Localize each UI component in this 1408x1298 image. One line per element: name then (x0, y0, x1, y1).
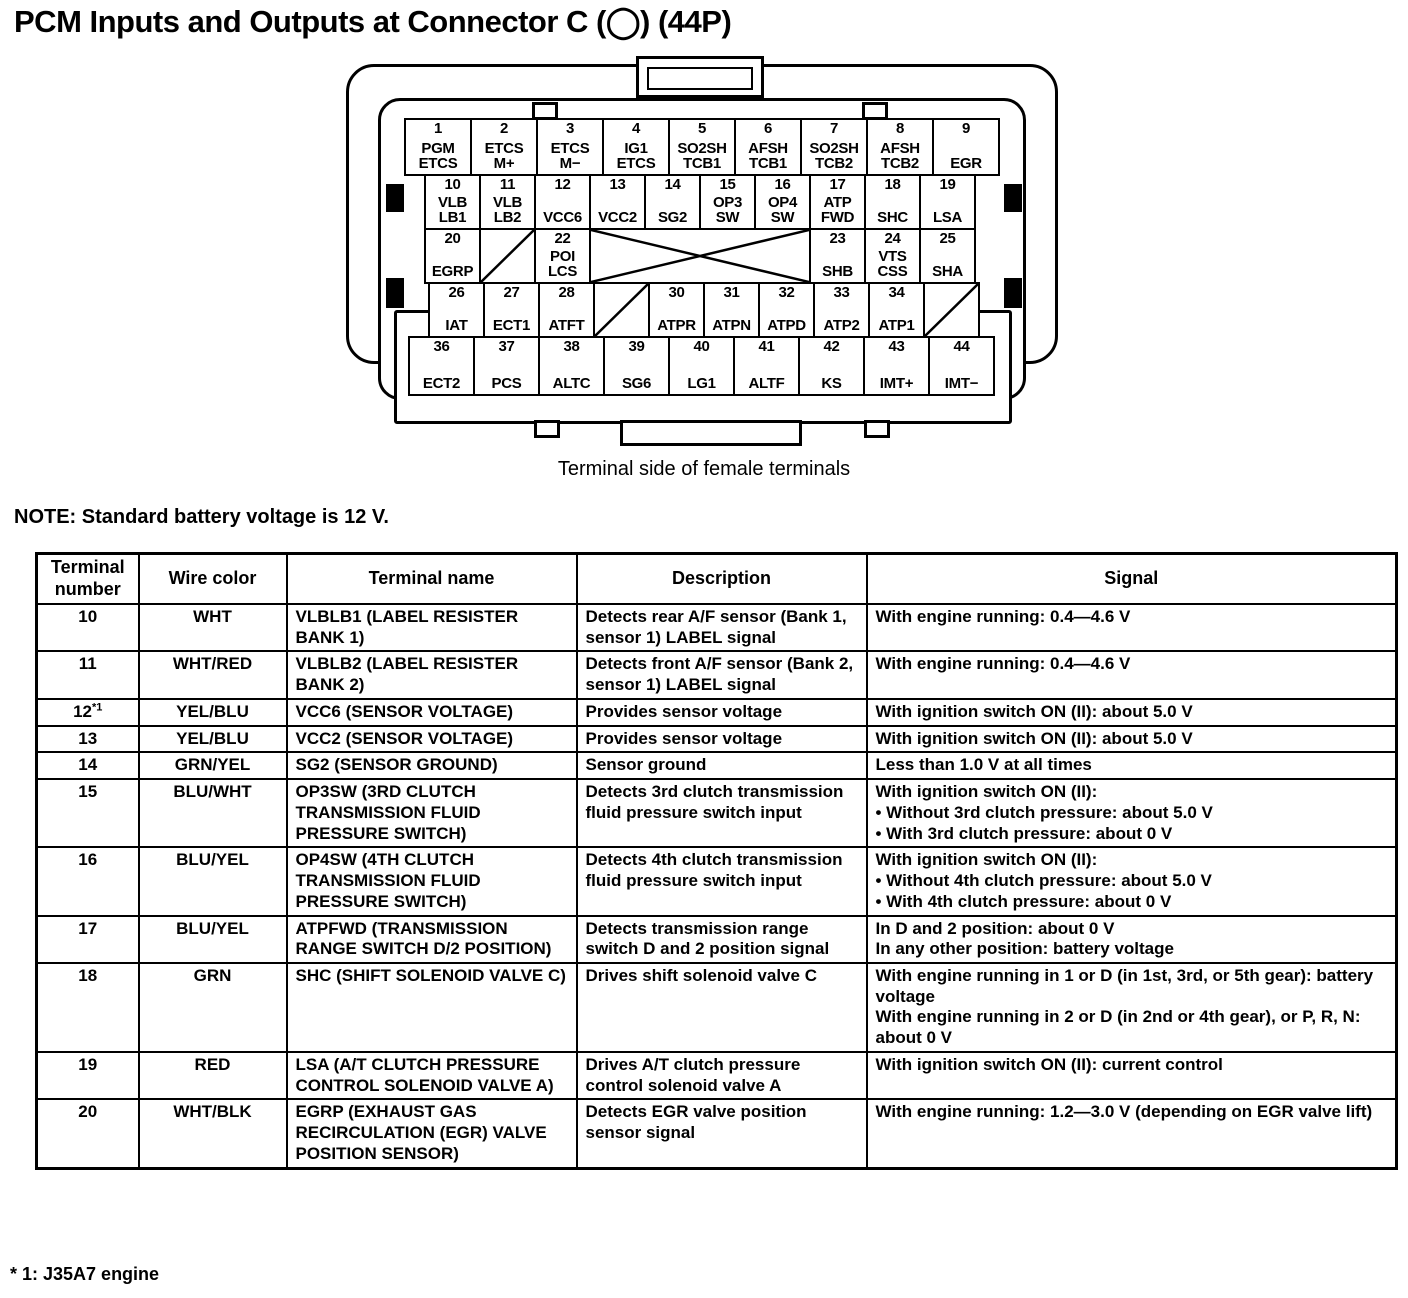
terminal-number-cell: 12$^{*1}$ (37, 699, 139, 726)
pin-number: 20 (444, 230, 461, 247)
description-cell: Detects EGR valve position sensor signal (577, 1099, 867, 1168)
pin-label: VCC6 (543, 209, 582, 227)
pin-label: SHB (822, 263, 853, 281)
pin-label: ATP2 (823, 317, 860, 335)
pin-label: ATPD (767, 317, 806, 335)
terminal-number-cell: 10 (37, 604, 139, 651)
wire-color-cell: YEL/BLU (139, 699, 287, 726)
pin-cell-17 (809, 174, 866, 230)
pin-number: 40 (693, 338, 710, 355)
pin-number: 17 (829, 176, 846, 193)
pin-label: EGR (950, 155, 982, 173)
terminal-name-cell: VLBLB1 (LABEL RESISTER BANK 1) (287, 604, 577, 651)
pin-label: ALTF (748, 375, 785, 393)
signal-cell (867, 1099, 1397, 1168)
pin-label: PCS (491, 375, 522, 393)
unused-pin-cell (479, 228, 536, 284)
terminal-number-cell: 17 (37, 916, 139, 963)
pin-cell-19 (919, 174, 976, 230)
pin-label: AFSH TCB1 (748, 139, 788, 173)
pin-cell-20 (424, 228, 481, 284)
pin-number: 32 (778, 284, 795, 301)
pin-number: 25 (939, 230, 956, 247)
pin-number: 42 (823, 338, 840, 355)
terminal-name-cell: VLBLB2 (LABEL RESISTER BANK 2) (287, 651, 577, 698)
signal-line: With engine running: 0.4—4.6 V (875, 607, 1131, 626)
signal-line: • With 4th clutch pressure: about 0 V (875, 891, 1172, 911)
terminal-name-cell: EGRP (EXHAUST GAS RECIRCULATION (EGR) VALVE POSITION SENSOR) (287, 1099, 577, 1168)
description-cell: Sensor ground (577, 752, 867, 779)
pin-number: 14 (664, 176, 681, 193)
pin-cell-26 (428, 282, 485, 338)
terminal-number-cell: 15 (37, 779, 139, 847)
terminal-number-cell: 11 (37, 651, 139, 698)
pin-cell-23 (809, 228, 866, 284)
pin-label: ATP FWD (820, 193, 855, 227)
terminal-row-11 (37, 651, 1397, 698)
pin-cell-38 (538, 336, 605, 396)
pin-number: 37 (498, 338, 515, 355)
pin-number: 5 (697, 120, 707, 137)
pin-label: KS (821, 375, 842, 393)
wire-color-cell: BLU/YEL (139, 847, 287, 915)
pin-cell-11 (479, 174, 536, 230)
pin-number: 33 (833, 284, 850, 301)
pin-number: 34 (888, 284, 905, 301)
pin-label: LG1 (687, 375, 716, 393)
description-cell: Detects front A/F sensor (Bank 2, sensor 1) LABEL signal (577, 651, 867, 698)
pin-number: 19 (939, 176, 956, 193)
wire-color-cell: WHT/BLK (139, 1099, 287, 1168)
signal-line: With ignition switch ON (II): about 5.0 V (875, 701, 1193, 721)
pin-cell-14 (644, 174, 701, 230)
wire-color-cell: GRN (139, 963, 287, 1052)
pin-label: ATPR (657, 317, 696, 335)
terminal-name-cell: VCC6 (SENSOR VOLTAGE) (287, 699, 577, 726)
page-title: PCM Inputs and Outputs at Connector C (◯) (44P) (14, 4, 732, 39)
signal-cell (867, 699, 1397, 726)
terminal-row-15 (37, 779, 1397, 847)
signal-line: • Without 3rd clutch pressure: about 5.0 V (875, 802, 1213, 822)
description-cell: Provides sensor voltage (577, 699, 867, 726)
signal-line: With engine running: 1.2—3.0 V (depending on EGR valve lift) (875, 1102, 1373, 1122)
pin-number: 28 (558, 284, 575, 301)
wire-color-cell: BLU/WHT (139, 779, 287, 847)
terminal-name-cell: LSA (A/T CLUTCH PRESSURE CONTROL SOLENOID VALVE A) (287, 1052, 577, 1099)
terminal-row-16 (37, 847, 1397, 915)
terminal-row-20 (37, 1099, 1397, 1168)
signal-line: With engine running: 0.4—4.6 V (875, 654, 1131, 674)
pin-row-3 (424, 228, 976, 284)
column-header-wire-color: Wire color (139, 554, 287, 605)
pin-label: IMT− (944, 375, 979, 393)
terminal-name-cell: SHC (SHIFT SOLENOID VALVE C) (287, 963, 577, 1052)
signal-cell (867, 604, 1397, 651)
pin-cell-37 (473, 336, 540, 396)
signal-cell (867, 963, 1397, 1052)
pin-cell-10 (424, 174, 481, 230)
pin-label: ATPN (712, 317, 751, 335)
pin-label: ECT1 (492, 317, 531, 335)
pin-number: 31 (723, 284, 740, 301)
pin-label: OP3 SW (712, 193, 743, 227)
pin-number: 43 (888, 338, 905, 355)
pin-label: POI LCS (547, 247, 578, 281)
pin-number: 23 (829, 230, 846, 247)
pin-label: LSA (932, 209, 963, 227)
pin-number: 10 (444, 176, 461, 193)
signal-line: • With 3rd clutch pressure: about 0 V (875, 823, 1173, 843)
pin-number: 12 (554, 176, 571, 193)
column-header-terminal-name: Terminal name (287, 554, 577, 605)
pin-number: 15 (719, 176, 736, 193)
engine-footnote: * 1: J35A7 engine (10, 1264, 160, 1284)
pin-cell-43 (863, 336, 930, 396)
table-header-row (37, 554, 1397, 605)
signal-line: With ignition switch ON (II): (875, 782, 1098, 802)
signal-line: With engine running in 2 or D (in 2nd or 4th gear), or P, R, N: about 0 V (875, 1007, 1361, 1048)
pin-cell-15 (699, 174, 756, 230)
pin-cell-28 (538, 282, 595, 338)
terminal-name-cell: VCC2 (SENSOR VOLTAGE) (287, 726, 577, 753)
pin-label: VLB LB1 (437, 193, 468, 227)
pin-number: 4 (631, 120, 641, 137)
pin-label: VLB LB2 (492, 193, 523, 227)
terminal-name-cell: OP3SW (3RD CLUTCH TRANSMISSION FLUID PRESSURE SWITCH) (287, 779, 577, 847)
terminal-row-12 (37, 699, 1397, 726)
terminal-number-cell: 16 (37, 847, 139, 915)
pin-label: ETCS M+ (484, 139, 524, 173)
terminal-number-cell: 14 (37, 752, 139, 779)
pin-number: 22 (554, 230, 571, 247)
pin-number: 44 (953, 338, 970, 355)
pin-number: 11 (499, 176, 516, 193)
pin-label: ETCS M− (550, 139, 590, 173)
pin-label: IMT+ (879, 375, 914, 393)
pin-label: VTS CSS (877, 247, 908, 281)
pin-row-2 (424, 174, 976, 230)
wire-color-cell: RED (139, 1052, 287, 1099)
terminal-row-18 (37, 963, 1397, 1052)
description-cell: Provides sensor voltage (577, 726, 867, 753)
signal-line: In D and 2 position: about 0 V (875, 918, 1115, 938)
description-cell: Drives shift solenoid valve C (577, 963, 867, 1052)
pin-number: 7 (829, 120, 839, 137)
pin-row-5 (408, 336, 995, 396)
pin-cell-3 (536, 118, 604, 176)
pin-number: 41 (758, 338, 775, 355)
signal-line: Less than 1.0 V at all times (875, 755, 1092, 775)
pin-cell-13 (589, 174, 646, 230)
pin-label: SO2SH TCB1 (677, 139, 727, 173)
pin-cell-34 (868, 282, 925, 338)
pin-number: 30 (668, 284, 685, 301)
terminal-number-cell: 19 (37, 1052, 139, 1099)
pin-label: SHA (932, 263, 963, 281)
pin-number: 38 (563, 338, 580, 355)
pin-cell-44 (928, 336, 995, 396)
signal-line: With ignition switch ON (II): (875, 850, 1098, 870)
unused-pin-cell (923, 282, 980, 338)
pin-cell-32 (758, 282, 815, 338)
pin-label: SO2SH TCB2 (809, 139, 859, 173)
pin-cell-18 (864, 174, 921, 230)
terminal-number-cell: 20 (37, 1099, 139, 1168)
terminal-name-cell: ATPFWD (TRANSMISSION RANGE SWITCH D/2 POSITION) (287, 916, 577, 963)
signal-cell (867, 847, 1397, 915)
pin-cell-6 (734, 118, 802, 176)
terminal-row-14 (37, 752, 1397, 779)
description-cell: Drives A/T clutch pressure control solenoid valve A (577, 1052, 867, 1099)
terminal-number-cell: 18 (37, 963, 139, 1052)
pin-label: ATFT (548, 317, 585, 335)
pin-cell-12 (534, 174, 591, 230)
terminal-name-cell: SG2 (SENSOR GROUND) (287, 752, 577, 779)
pin-cell-9 (932, 118, 1000, 176)
wire-color-cell: BLU/YEL (139, 916, 287, 963)
pin-cell-22 (534, 228, 591, 284)
wire-color-cell: WHT/RED (139, 651, 287, 698)
pin-cell-8 (866, 118, 934, 176)
pin-number: 9 (961, 120, 971, 137)
signal-cell (867, 651, 1397, 698)
terminal-row-10 (37, 604, 1397, 651)
pin-cell-39 (603, 336, 670, 396)
pin-number: 36 (433, 338, 450, 355)
unused-pin-cell (593, 282, 650, 338)
signal-line: With ignition switch ON (II): about 5.0 V (875, 728, 1193, 748)
pin-cell-2 (470, 118, 538, 176)
pin-number: 8 (895, 120, 905, 137)
pin-label: SG2 (657, 209, 688, 227)
pin-cell-42 (798, 336, 865, 396)
pin-number: 3 (565, 120, 575, 137)
pin-row-4 (428, 282, 980, 338)
pin-number: 39 (628, 338, 645, 355)
pin-label: IAT (445, 317, 468, 335)
pin-number: 1 (433, 120, 443, 137)
pin-cell-41 (733, 336, 800, 396)
description-cell: Detects rear A/F sensor (Bank 1, sensor 1) LABEL signal (577, 604, 867, 651)
description-cell: Detects transmission range switch D and 2 position signal (577, 916, 867, 963)
column-header-description: Description (577, 554, 867, 605)
pin-cell-16 (754, 174, 811, 230)
signal-cell (867, 916, 1397, 963)
description-cell: Detects 4th clutch transmission fluid pressure switch input (577, 847, 867, 915)
terminal-row-13 (37, 726, 1397, 753)
connector-c-diagram (344, 56, 1064, 448)
pin-cell-31 (703, 282, 760, 338)
pin-label: IG1 ETCS (616, 139, 656, 173)
diagram-caption: Terminal side of female terminals (557, 458, 851, 480)
pin-number: 24 (884, 230, 901, 247)
column-header-signal: Signal (867, 554, 1397, 605)
signal-line: With engine running in 1 or D (in 1st, 3rd, or 5th gear): battery voltage (875, 966, 1374, 1006)
pin-label: SHC (877, 209, 908, 227)
pin-label: PGM ETCS (418, 139, 458, 173)
signal-cell (867, 779, 1397, 847)
pin-label: ALTC (552, 375, 591, 393)
pin-number: 6 (763, 120, 773, 137)
pin-cell-27 (483, 282, 540, 338)
wire-color-cell: GRN/YEL (139, 752, 287, 779)
pin-number: 16 (774, 176, 791, 193)
pin-grid (344, 56, 1064, 448)
pin-cell-30 (648, 282, 705, 338)
table-body (37, 604, 1397, 1168)
column-header-terminal-number: Terminal number (37, 554, 139, 605)
signal-cell (867, 752, 1397, 779)
description-cell: Detects 3rd clutch transmission fluid pressure switch input (577, 779, 867, 847)
wire-color-cell: YEL/BLU (139, 726, 287, 753)
pin-cell-36 (408, 336, 475, 396)
pin-number: 2 (499, 120, 509, 137)
pin-cell-5 (668, 118, 736, 176)
pin-cell-4 (602, 118, 670, 176)
pin-number: 27 (503, 284, 520, 301)
pin-label: AFSH TCB2 (880, 139, 920, 173)
signal-cell (867, 1052, 1397, 1099)
pin-cell-40 (668, 336, 735, 396)
pin-label: OP4 SW (767, 193, 798, 227)
pin-label: VCC2 (598, 209, 637, 227)
pin-number: 18 (884, 176, 901, 193)
pin-label: ECT2 (422, 375, 461, 393)
terminal-name-cell: OP4SW (4TH CLUTCH TRANSMISSION FLUID PRESSURE SWITCH) (287, 847, 577, 915)
signal-cell (867, 726, 1397, 753)
pin-cell-24 (864, 228, 921, 284)
pin-number: 26 (448, 284, 465, 301)
battery-voltage-note: NOTE: Standard battery voltage is 12 V. (14, 506, 389, 528)
pin-cell-7 (800, 118, 868, 176)
pin-label: ATP1 (878, 317, 915, 335)
pin-label: EGRP (431, 263, 474, 281)
pin-cell-1 (404, 118, 472, 176)
unused-pins-crossed-cell (589, 228, 811, 284)
pin-cell-25 (919, 228, 976, 284)
pcm-terminal-table (35, 552, 1398, 1170)
pin-number: 13 (609, 176, 626, 193)
pin-label: SG6 (621, 375, 652, 393)
wire-color-cell: WHT (139, 604, 287, 651)
signal-line: In any other position: battery voltage (875, 939, 1174, 959)
terminal-number-cell: 13 (37, 726, 139, 753)
footnote-marker: *1 (92, 701, 103, 714)
signal-line: • Without 4th clutch pressure: about 5.0 V (875, 871, 1212, 891)
terminal-row-19 (37, 1052, 1397, 1099)
signal-line: With ignition switch ON (II): current control (875, 1054, 1223, 1074)
pin-cell-33 (813, 282, 870, 338)
pin-row-1 (404, 118, 1000, 176)
terminal-row-17 (37, 916, 1397, 963)
